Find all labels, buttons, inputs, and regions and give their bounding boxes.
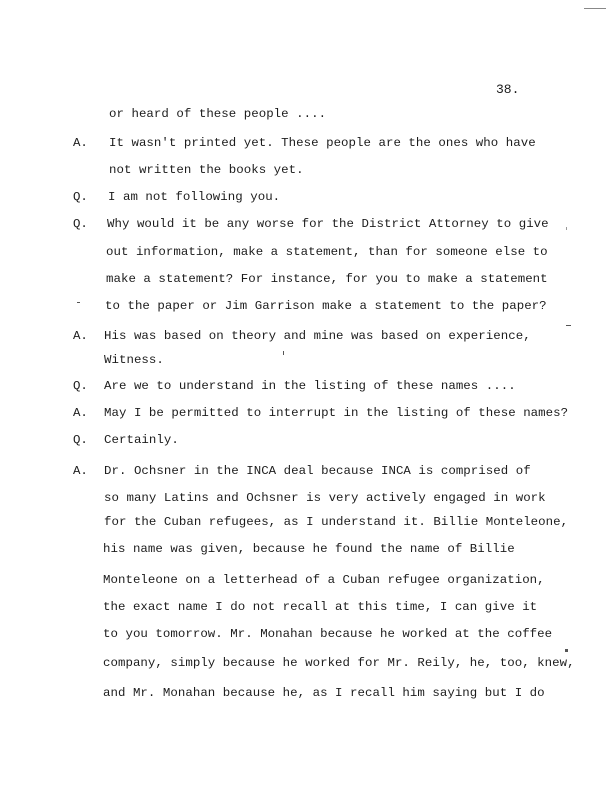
transcript-line: to the paper or Jim Garrison make a statement to the paper? — [105, 299, 547, 313]
transcript-line: Monteleone on a letterhead of a Cuban refugee organization, — [103, 573, 545, 587]
transcript-line: Witness. — [104, 353, 164, 367]
transcript-line: so many Latins and Ochsner is very actively engaged in work — [104, 491, 546, 505]
scan-mark — [566, 325, 571, 326]
transcript-line: I am not following you. — [108, 190, 281, 204]
transcript-line: for the Cuban refugees, as I understand it. Billie Monteleone, — [104, 515, 569, 529]
transcript-line: Why would it be any worse for the District Attorney to give — [107, 217, 549, 231]
speaker-label: Q. — [73, 433, 88, 447]
speaker-label: Q. — [73, 190, 88, 204]
transcript-line: Dr. Ochsner in the INCA deal because INCA is comprised of — [104, 464, 531, 478]
transcript-line: make a statement? For instance, for you to make a statement — [106, 272, 548, 286]
transcript-line: to you tomorrow. Mr. Monahan because he worked at the coffee — [103, 627, 553, 641]
transcript-line: and Mr. Monahan because he, as I recall him saying but I do — [103, 686, 545, 700]
page-number: 38. — [496, 82, 520, 97]
speaker-label: A. — [73, 329, 88, 343]
transcript-line: His was based on theory and mine was based on experience, — [104, 329, 531, 343]
speaker-label: A. — [73, 136, 88, 150]
scan-mark — [77, 302, 80, 303]
transcript-line: or heard of these people .... — [109, 107, 327, 121]
transcript-line: not written the books yet. — [109, 163, 304, 177]
transcript-line: company, simply because he worked for Mr. Reily, he, too, knew, — [103, 656, 575, 670]
transcript-line: his name was given, because he found the name of Billie — [103, 542, 515, 556]
speaker-label: A. — [73, 464, 88, 478]
speaker-label: A. — [73, 406, 88, 420]
transcript-line: out information, make a statement, than for someone else to — [106, 245, 548, 259]
scan-mark — [584, 8, 606, 9]
scan-mark — [283, 351, 284, 355]
scan-mark — [565, 649, 568, 652]
transcript-line: Certainly. — [104, 433, 179, 447]
speaker-label: Q. — [73, 379, 88, 393]
speaker-label: Q. — [73, 217, 88, 231]
transcript-line: It wasn't printed yet. These people are the ones who have — [109, 136, 536, 150]
transcript-line: Are we to understand in the listing of these names .... — [104, 379, 516, 393]
transcript-line: May I be permitted to interrupt in the listing of these names? — [104, 406, 569, 420]
transcript-line: the exact name I do not recall at this time, I can give it — [103, 600, 538, 614]
scan-mark — [566, 227, 567, 230]
